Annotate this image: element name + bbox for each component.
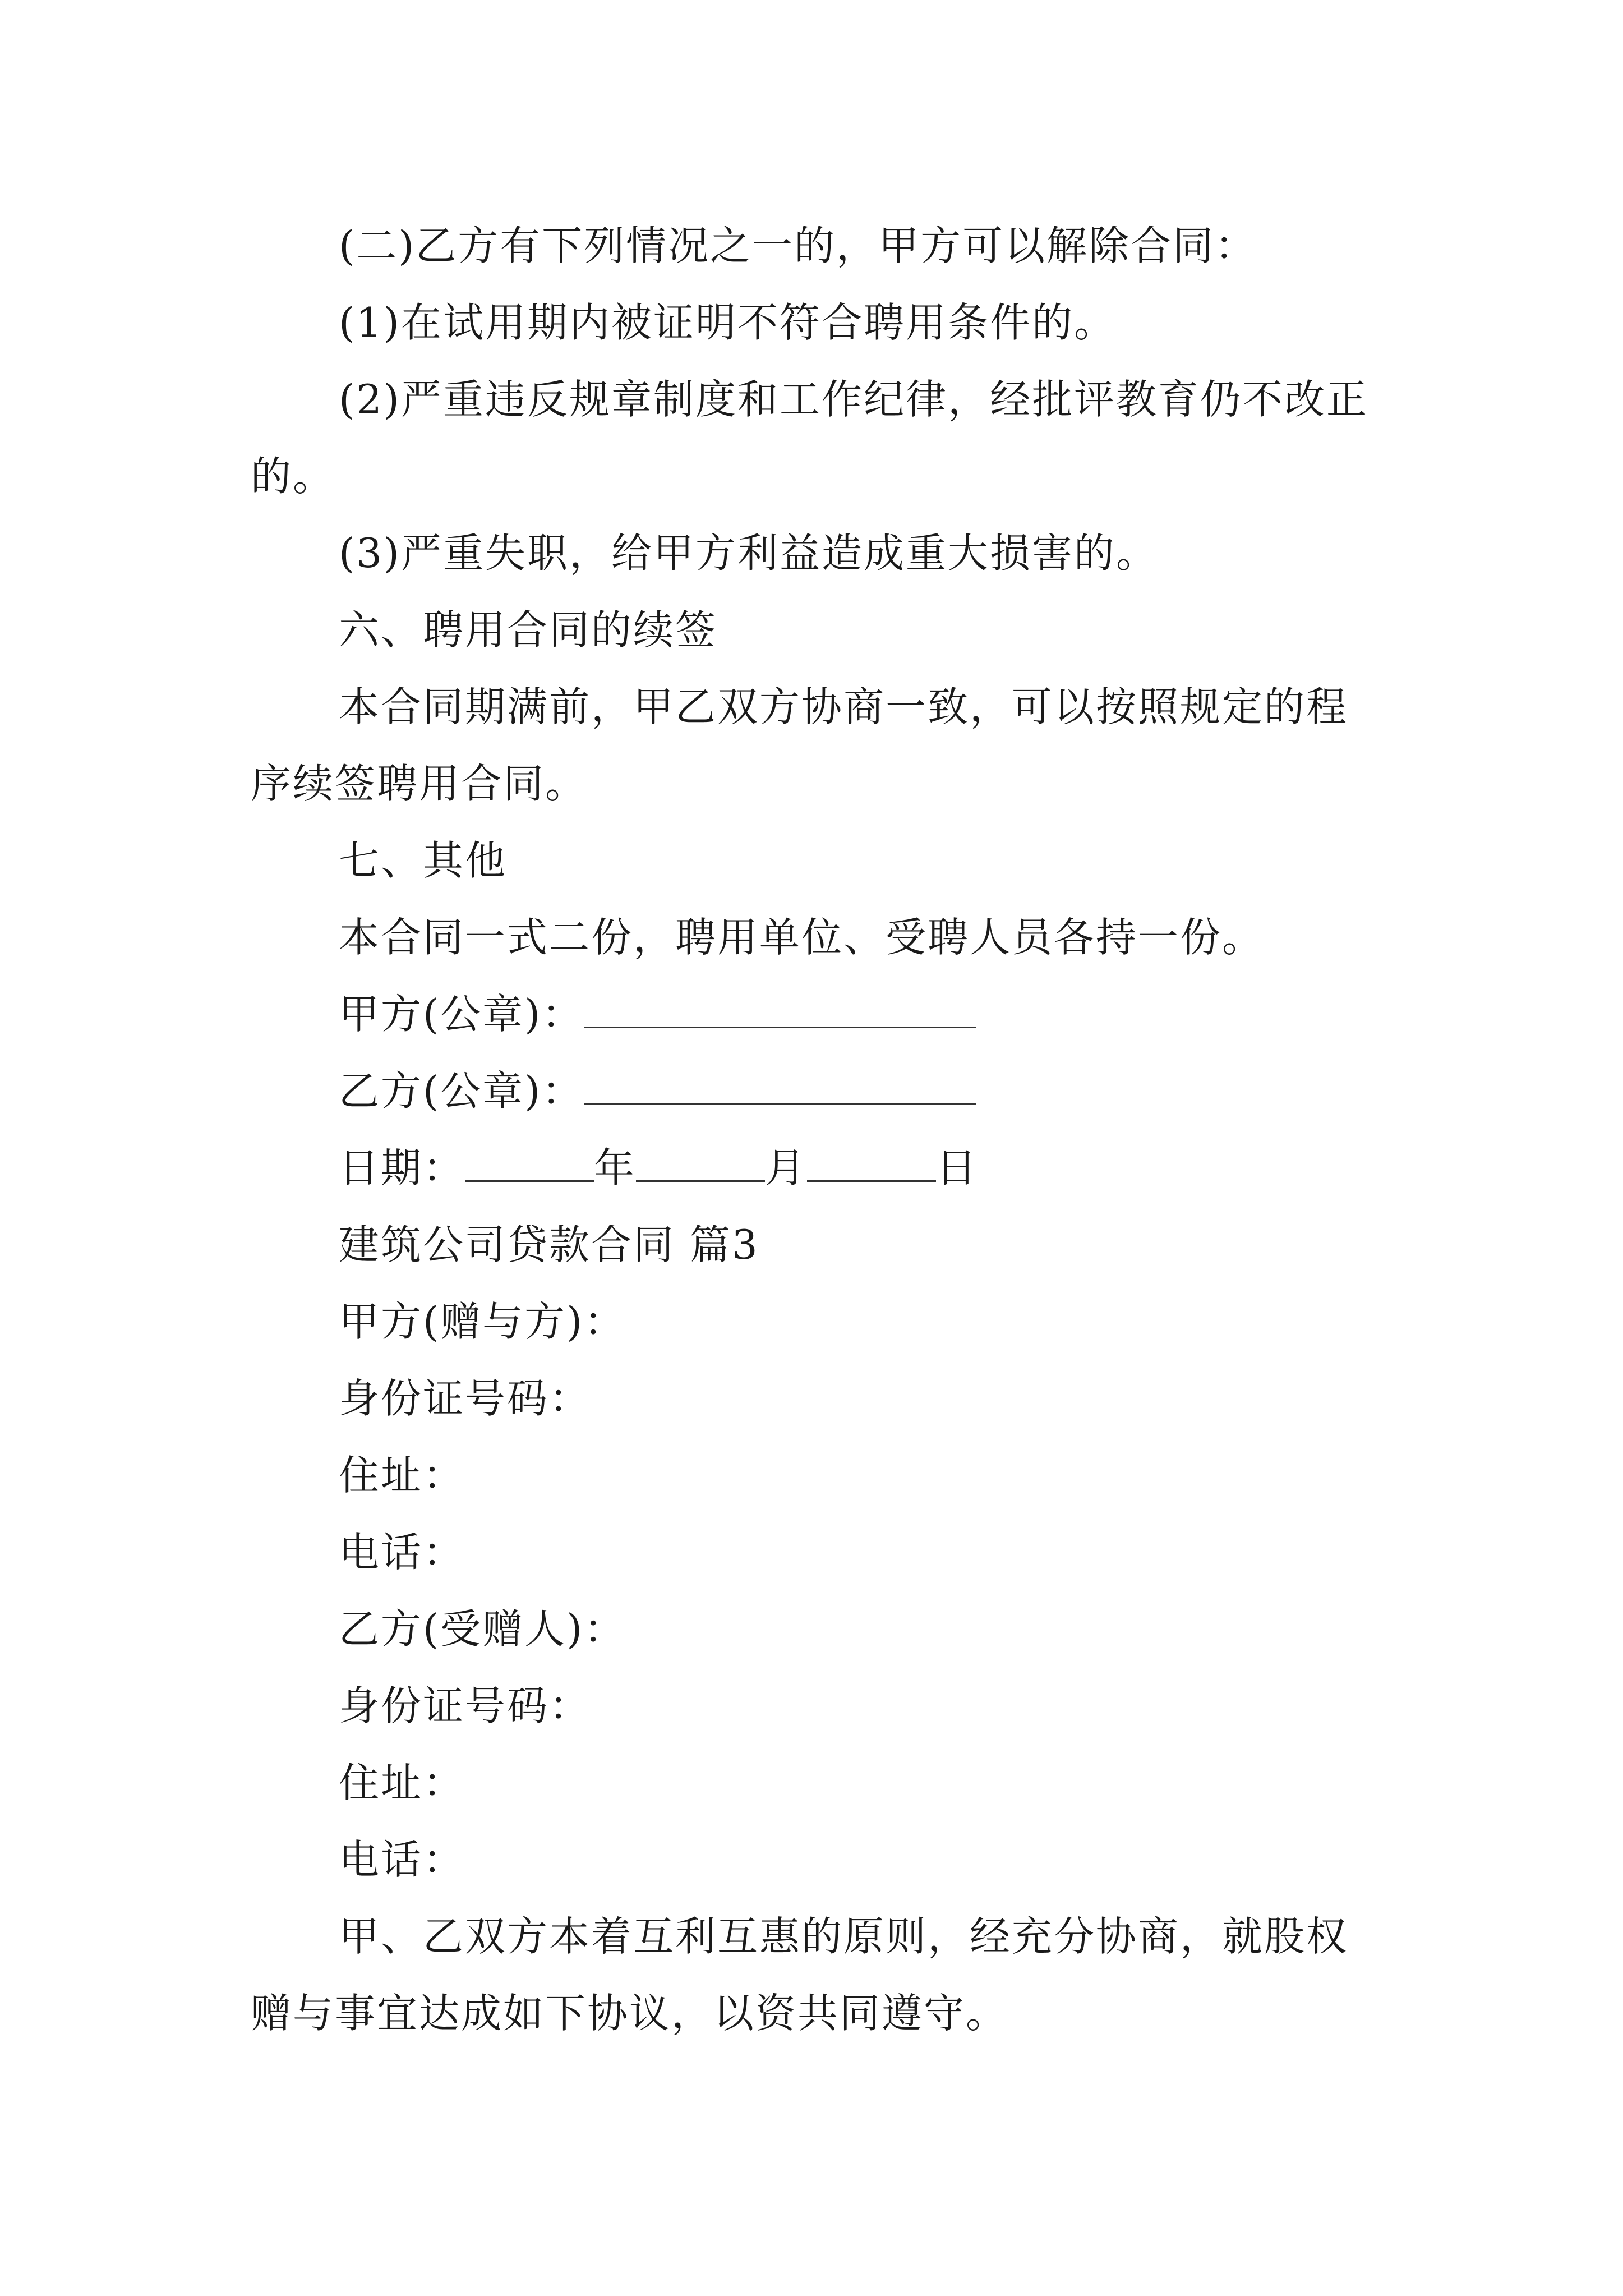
year-blank xyxy=(465,1151,594,1182)
agreement-preamble: 甲、乙双方本着互利互惠的原则，经充分协商，就股权赠与事宜达成如下协议，以资共同遵守。 xyxy=(251,1913,1349,2037)
clause-item-2: (2)严重违反规章制度和工作纪律，经批评教育仍不改正的。 xyxy=(251,376,1368,500)
date-label: 日期： xyxy=(339,1144,465,1191)
month-blank xyxy=(636,1151,765,1182)
party-a-phone: 电话： xyxy=(339,1529,465,1576)
party-a-donor: 甲方(赠与方)： xyxy=(339,1298,626,1345)
party-a-seal-line xyxy=(251,976,1378,1053)
party-a-id-number: 身份证号码： xyxy=(339,1375,592,1422)
party-b-seal-line xyxy=(251,1053,1378,1130)
section-heading-renewal: 六、聘用合同的续签 xyxy=(339,606,718,654)
year-label: 年 xyxy=(594,1144,637,1191)
party-a-address: 住址： xyxy=(339,1452,465,1499)
clause-item-3: (3)严重失职，给甲方利益造成重大损害的。 xyxy=(339,530,1158,577)
party-b-donee: 乙方(受赠人)： xyxy=(339,1605,626,1653)
party-b-address: 住址： xyxy=(339,1759,465,1806)
party-b-phone: 电话： xyxy=(339,1836,465,1883)
day-blank xyxy=(807,1151,936,1182)
clause-termination-intro: (二)乙方有下列情况之一的，甲方可以解除合同： xyxy=(339,222,1257,269)
day-label: 日 xyxy=(936,1144,979,1191)
date-line xyxy=(251,1130,1378,1207)
party-b-seal-blank xyxy=(584,1074,976,1105)
party-b-seal-label: 乙方(公章)： xyxy=(339,1068,584,1115)
copies-paragraph: 本合同一式二份，聘用单位、受聘人员各持一份。 xyxy=(339,914,1265,961)
party-a-seal-blank xyxy=(584,997,976,1028)
party-a-seal-label: 甲方(公章)： xyxy=(339,991,584,1038)
clause-item-1: (1)在试用期内被证明不符合聘用条件的。 xyxy=(339,299,1116,346)
month-label: 月 xyxy=(765,1144,808,1191)
document-body xyxy=(251,208,1378,2052)
section-title: 建筑公司贷款合同 篇3 xyxy=(339,1221,759,1268)
party-b-id-number: 身份证号码： xyxy=(339,1682,592,1729)
renewal-paragraph: 本合同期满前，甲乙双方协商一致，可以按照规定的程序续签聘用合同。 xyxy=(251,683,1349,807)
section-heading-other: 七、其他 xyxy=(339,837,508,884)
